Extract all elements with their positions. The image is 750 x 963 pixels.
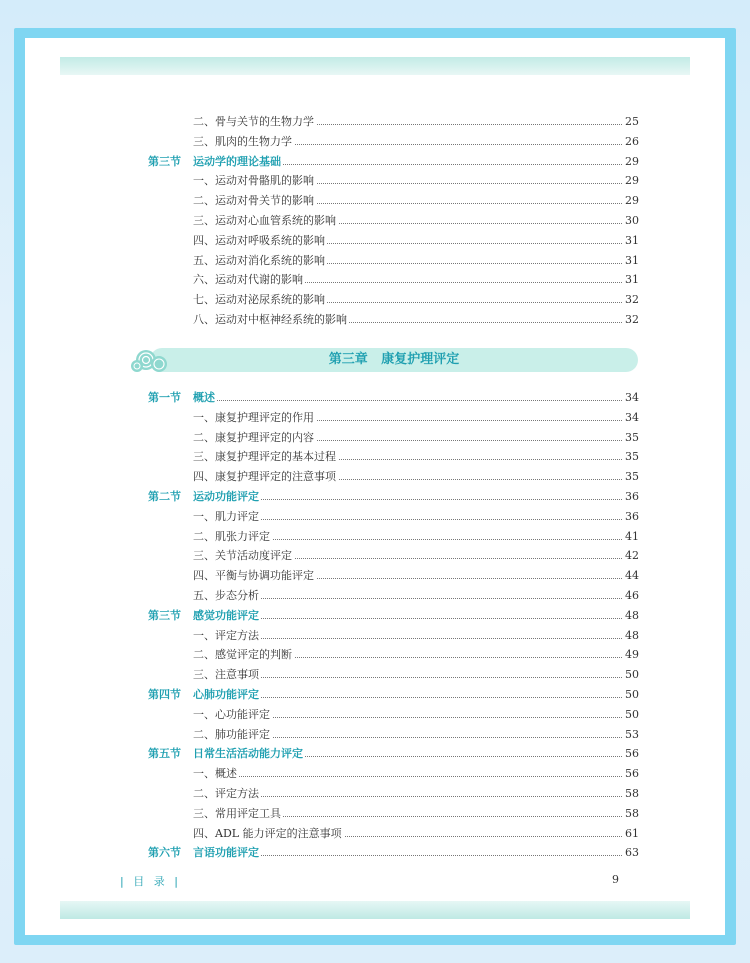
entry-title: 一、评定方法 [193, 627, 261, 645]
entry-title: 一、概述 [193, 765, 239, 783]
toc-item-row[interactable] [0, 252, 750, 270]
toc-section-row[interactable] [0, 745, 750, 763]
toc-item-row[interactable] [0, 409, 750, 427]
dot-leader [200, 400, 622, 401]
entry-title: 二、肺功能评定 [193, 726, 272, 744]
section-number: 第三节 [148, 154, 181, 168]
toc-item-row[interactable] [0, 726, 750, 744]
entry-page-number: 29 [622, 153, 639, 171]
entry-title: 四、运动对呼吸系统的影响 [193, 232, 327, 250]
section-title: 概述 [193, 389, 217, 407]
entry-page-number: 46 [622, 587, 639, 605]
header-band [60, 57, 690, 75]
entry-title: 二、运动对骨关节的影响 [193, 192, 316, 210]
entry-title: 八、运动对中枢神经系统的影响 [193, 311, 349, 329]
toc-section-row[interactable] [0, 844, 750, 862]
toc-item-row[interactable] [0, 271, 750, 289]
section-title: 运动学的理论基础 [193, 153, 283, 171]
entry-page-number: 41 [622, 528, 639, 546]
entry-title: 二、感觉评定的判断 [193, 646, 294, 664]
entry-page-number: 35 [622, 429, 639, 447]
toc-item-row[interactable] [0, 587, 750, 605]
toc-section-row[interactable] [0, 607, 750, 625]
entry-page-number: 50 [622, 686, 639, 704]
entry-title: 三、常用评定工具 [193, 805, 283, 823]
section-number: 第三节 [148, 608, 181, 622]
entry-page-number: 31 [622, 271, 639, 289]
entry-page-number: 50 [622, 706, 639, 724]
section-number: 第二节 [148, 490, 181, 503]
toc-item-row[interactable] [0, 468, 750, 486]
entry-page-number: 48 [622, 607, 639, 625]
entry-page-number: 63 [622, 844, 639, 862]
section-number: 第六节 [148, 846, 181, 860]
toc-item-row[interactable] [0, 232, 750, 250]
toc-item-row[interactable] [0, 646, 750, 664]
entry-title: 二、评定方法 [193, 785, 261, 803]
section-title: 心肺功能评定 [193, 686, 261, 704]
toc-item-row[interactable] [0, 429, 750, 447]
footer-section-label: | 目 录 | [120, 875, 181, 888]
section-number: 第四节 [148, 688, 181, 701]
entry-page-number: 48 [622, 627, 639, 645]
dot-leader [200, 618, 622, 619]
entry-page-number: 58 [622, 805, 639, 823]
entry-title: 二、骨与关节的生物力学 [193, 113, 316, 131]
entry-title: 二、肌张力评定 [193, 528, 272, 546]
entry-page-number: 29 [622, 192, 639, 210]
entry-page-number: 36 [622, 488, 639, 506]
entry-title: 三、注意事项 [193, 666, 261, 684]
dot-leader [200, 519, 622, 520]
toc-item-row[interactable] [0, 765, 750, 783]
toc-item-row[interactable] [0, 212, 750, 230]
entry-page-number: 30 [622, 212, 639, 230]
entry-page-number: 36 [622, 508, 639, 526]
section-number: 第五节 [148, 747, 181, 761]
entry-title: 七、运动对泌尿系统的影响 [193, 291, 327, 309]
toc-section-row[interactable] [0, 153, 750, 171]
toc-item-row[interactable] [0, 706, 750, 724]
entry-page-number: 58 [622, 785, 639, 803]
toc-item-row[interactable] [0, 627, 750, 645]
entry-page-number: 56 [622, 765, 639, 783]
entry-title: 五、运动对消化系统的影响 [193, 252, 327, 270]
dot-leader [200, 499, 622, 500]
dot-leader [200, 776, 622, 777]
entry-title: 一、运动对骨骼肌的影响 [193, 172, 316, 190]
entry-page-number: 31 [622, 232, 639, 250]
entry-page-number: 26 [622, 133, 639, 151]
entry-title: 三、康复护理评定的基本过程 [193, 448, 338, 466]
chapter-title: 第三章 康复护理评定 [328, 352, 460, 367]
entry-page-number: 34 [622, 409, 639, 427]
toc-item-row[interactable] [0, 113, 750, 131]
entry-title: 五、步态分析 [193, 587, 261, 605]
entry-title: 三、关节活动度评定 [193, 547, 294, 565]
toc-item-row[interactable] [0, 192, 750, 210]
entry-page-number: 61 [622, 825, 639, 843]
section-title: 日常生活活动能力评定 [193, 745, 305, 763]
entry-page-number: 50 [622, 666, 639, 684]
dot-leader [200, 796, 622, 797]
entry-page-number: 49 [622, 646, 639, 664]
entry-page-number: 32 [622, 291, 639, 309]
entry-page-number: 44 [622, 567, 639, 585]
page-number: 9 [612, 873, 619, 886]
toc-item-row[interactable] [0, 172, 750, 190]
toc-item-row[interactable] [0, 666, 750, 684]
toc-item-row[interactable] [0, 567, 750, 585]
dot-leader [200, 855, 622, 856]
toc-item-row[interactable] [0, 805, 750, 823]
toc-item-row[interactable] [0, 133, 750, 151]
section-title: 言语功能评定 [193, 844, 261, 862]
entry-title: 四、ADL 能力评定的注意事项 [193, 825, 344, 843]
toc-section-row[interactable] [0, 389, 750, 407]
toc-item-row[interactable] [0, 825, 750, 843]
entry-page-number: 42 [622, 547, 639, 565]
dot-leader [200, 638, 622, 639]
entry-page-number: 34 [622, 389, 639, 407]
toc-section-row[interactable] [0, 686, 750, 704]
toc-section-row[interactable] [0, 488, 750, 506]
toc-item-row[interactable] [0, 547, 750, 565]
entry-title: 一、康复护理评定的作用 [193, 409, 316, 427]
dot-leader [200, 598, 622, 599]
dot-leader [200, 697, 622, 698]
footer-band [60, 901, 690, 919]
entry-page-number: 35 [622, 468, 639, 486]
toc-item-row[interactable] [0, 528, 750, 546]
entry-page-number: 31 [622, 252, 639, 270]
entry-page-number: 32 [622, 311, 639, 329]
entry-page-number: 56 [622, 745, 639, 763]
chapter-heading [130, 347, 638, 373]
section-number: 第一节 [148, 391, 181, 404]
entry-page-number: 25 [622, 113, 639, 131]
entry-page-number: 35 [622, 448, 639, 466]
dot-leader [200, 677, 622, 678]
toc-item-row[interactable] [0, 508, 750, 526]
entry-title: 六、运动对代谢的影响 [193, 271, 305, 289]
toc-item-row[interactable] [0, 291, 750, 309]
entry-title: 一、肌力评定 [193, 508, 261, 526]
section-title: 运动功能评定 [193, 488, 261, 506]
entry-title: 一、心功能评定 [193, 706, 272, 724]
section-title: 感觉功能评定 [193, 607, 261, 625]
entry-title: 三、肌肉的生物力学 [193, 133, 294, 151]
toc-item-row[interactable] [0, 448, 750, 466]
toc-item-row[interactable] [0, 311, 750, 329]
toc-item-row[interactable] [0, 785, 750, 803]
entry-title: 二、康复护理评定的内容 [193, 429, 316, 447]
entry-title: 三、运动对心血管系统的影响 [193, 212, 338, 230]
entry-page-number: 53 [622, 726, 639, 744]
entry-page-number: 29 [622, 172, 639, 190]
entry-title: 四、平衡与协调功能评定 [193, 567, 316, 585]
entry-title: 四、康复护理评定的注意事项 [193, 468, 338, 486]
